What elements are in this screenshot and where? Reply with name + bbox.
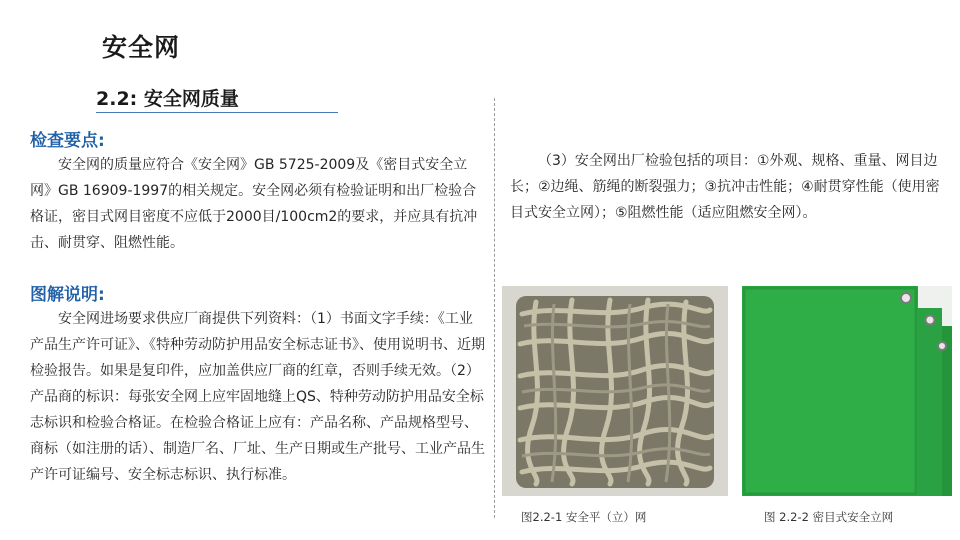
subtitle-underline [96, 112, 338, 113]
inspection-points-heading: 检查要点: [30, 131, 105, 151]
green-net-image [742, 286, 952, 496]
illustration-text: 安全网进场要求供应厂商提供下列资料：（1）书面文字手续：《工业产品生产许可证》、《特种劳动防护用品安全标志证书》、使用说明书、近期检验报告。如果是复印件，应加盖供应厂商的红章，否则手续无效。（2）产品商的标识：每张安全网上应牢固地缝上QS、特种劳动防护用品安全标志标识和检验合格证。在检验合格证上应有：产品名称、产品规格型号、商标（如注册的话）、制造厂名、厂址、生产日期或生产批号、工业产品生产许可证编号、安全标志标识、执行标准。 [30, 311, 485, 483]
figure1-caption: 图2.2-1 安全平（立）网 [521, 510, 647, 524]
column-divider [494, 98, 495, 518]
inspection-points-text: 安全网的质量应符合《安全网》GB 5725-2009及《密目式安全立网》GB 16909-1997的相关规定。安全网必须有检验证明和出厂检验合格证，密目式网目密度不应低于2000目/100cm2的要求，并应具有抗冲击、耐贯穿、阻燃性能。 [30, 157, 478, 251]
rope-net-photo [502, 286, 728, 496]
factory-inspection-text: （3）安全网出厂检验包括的项目：①外观、规格、重量、网目边长；②边绳、筋绳的断裂强力；③抗冲击性能；④耐贯穿性能（使用密目式安全立网）；⑤阻燃性能（适应阻燃安全网）。 [510, 153, 940, 221]
figure2-caption: 图 2.2-2 密目式安全立网 [764, 510, 894, 524]
section-subtitle: 2.2: 安全网质量 [96, 88, 239, 110]
page-title: 安全网 [102, 33, 181, 62]
green-net-photo [742, 286, 952, 496]
illustration-heading: 图解说明: [30, 285, 105, 305]
rope-net-image [502, 286, 728, 496]
